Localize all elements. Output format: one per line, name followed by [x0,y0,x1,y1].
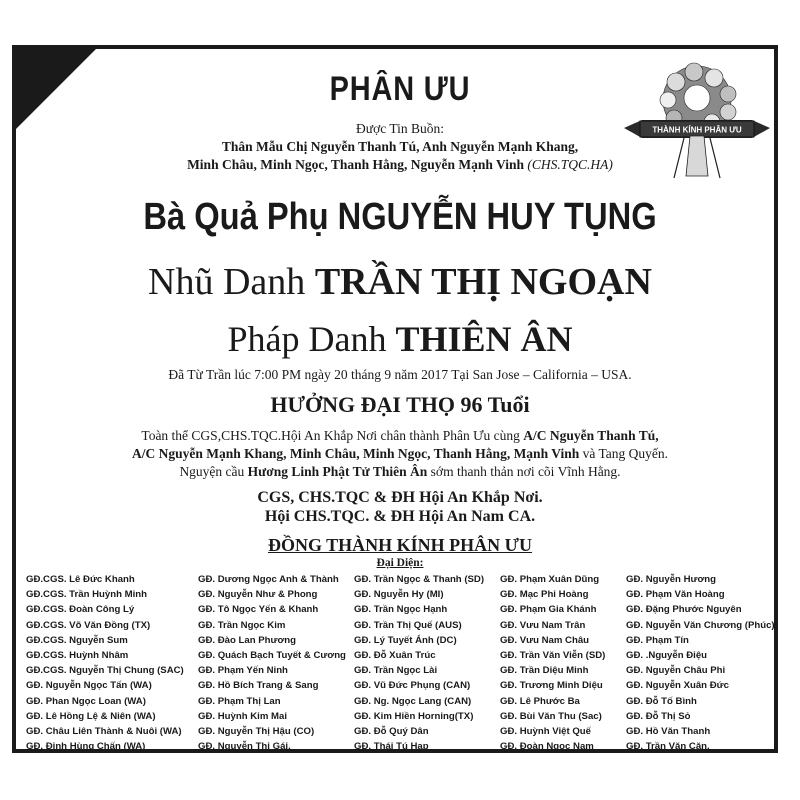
family-line-1: Thân Mẫu Chị Nguyễn Thanh Tú, Anh Nguyễn Mạnh Khang, [221,139,579,154]
family-entry: GĐ. Châu Liên Thành & Nuôi (WA) [26,725,182,737]
family-entry: GĐ.CGS. Đoàn Công Lý [26,604,135,616]
family-entry: GĐ. Phạm Xuân Dũng [500,574,600,585]
message-line-1: Toàn thể CGS,CHS.TQC.Hội An Khắp Nơi chân thành Phân Ưu cùng A/C Nguyễn Thanh Tú, [141,428,659,443]
org-line-2: Hội CHS.TQC. & ĐH Hội An Nam CA. [264,508,536,525]
family-entry: GĐ. Hồ Bích Trang & Sang [198,680,319,692]
family-entry: GĐ. Phan Ngọc Loan (WA) [26,695,146,707]
family-entry: GĐ. Lê Hồng Lệ & Niên (WA) [26,710,156,722]
message-line-3: Nguyện cầu Hương Linh Phật Tử Thiên Ân sớm thanh thản nơi cõi Vĩnh Hằng. [179,464,621,479]
family-entry: GĐ. Nguyễn Ngọc Tấn (WA) [26,680,152,692]
family-column-5 [626,572,775,754]
message-line-2: A/C Nguyễn Mạnh Khang, Minh Châu, Minh Ngọc, Thanh Hằng, Mạnh Vinh và Tang Quyến. [131,446,669,461]
family-entry: GĐ. Huỳnh Việt Quế [500,725,591,737]
family-column-1 [26,572,184,754]
family-entry: GĐ. Đoàn Ngọc Nam [500,741,594,753]
maiden-name-line: Nhũ Danh TRẦN THỊ NGOẠN [148,261,652,303]
family-column-2 [198,572,346,754]
family-entry: GĐ. Ng. Ngọc Lang (CAN) [354,695,472,707]
family-entry: GĐ. Vưu Nam Trân [500,619,586,631]
family-entry: GĐ. Trần Văn Viễn (SD) [500,649,606,661]
wreath-banner-text: THÀNH KÍNH PHÂN ƯU [652,125,742,135]
family-entry: GĐ.CGS. Huỳnh Nhâm [26,649,129,661]
family-entry: GĐ. Đỗ Tố Bình [626,695,697,707]
age-line: HƯỞNG ĐẠI THỌ 96 Tuổi [270,392,530,417]
family-entry: GĐ. Trần Diệu Minh [500,665,589,677]
deceased-name: Bà Quả Phụ NGUYỄN HUY TỤNG [143,196,657,238]
dong-thanh-kinh-heading: ĐỒNG THÀNH KÍNH PHÂN ƯU [267,535,532,555]
family-entry: GĐ. Nguyễn Hy (MI) [354,589,444,601]
family-entry: GĐ. Trần Ngọc & Thanh (SD) [354,574,485,585]
family-entry: GĐ. Nguyễn Văn Chương (Phúc) [626,619,775,631]
family-entry: GĐ. Đào Lan Phương [198,634,296,646]
family-entry: GĐ. Bùi Văn Thu (Sac) [500,710,602,722]
family-entry: GĐ. Nguyễn Xuân Đức [626,680,729,692]
family-entry: GĐ. Hồ Văn Thanh [626,725,711,737]
page-title: PHÂN ƯU [329,70,471,108]
family-entry: GĐ.CGS. Trần Huỳnh Minh [26,589,147,601]
family-line-2: Minh Châu, Minh Ngọc, Thanh Hằng, Nguyễn Mạnh Vinh (CHS.TQC.HA) [187,157,613,172]
family-entry: GĐ. .Nguyễn Điệu [626,649,708,661]
family-entry: GĐ. Thái Tú Hạp [354,741,429,753]
family-entry: GĐ. Trần Ngọc Lài [354,665,438,677]
family-entry: GĐ. Trần Văn Căn. [626,741,710,753]
family-entry: GĐ.CGS. Nguyễn Thị Chung (SAC) [26,665,184,677]
family-entry: GĐ. Đinh Hùng Chấn (WA) [26,741,146,753]
family-entry: GĐ. Mạc Phi Hoàng [500,589,589,601]
death-info: Đã Từ Trần lúc 7:00 PM ngày 20 tháng 9 năm 2017 Tại San Jose – California – USA. [168,367,632,382]
family-entry: GĐ. Phạm Yến Ninh [198,665,288,677]
family-entry: GĐ.CGS. Lê Đức Khanh [26,574,135,585]
family-entry: GĐ. Đỗ Quý Dân [354,725,429,737]
family-entry: GĐ. Phạm Thị Lan [198,695,281,707]
family-entry: GĐ. Đặng Phước Nguyên [626,604,742,616]
family-entry: GĐ. Trần Ngọc Hạnh [354,604,448,616]
dharma-name: THIÊN ÂN [395,319,573,359]
org-line-1: CGS, CHS.TQC & ĐH Hội An Khắp Nơi. [257,489,543,506]
family-entry: GĐ. Nguyễn Thị Gái. [198,741,291,753]
family-entry: GĐ. Trương Minh Diệu [500,680,603,692]
family-entry: GĐ. Phạm Văn Hoàng [626,589,725,601]
family-entry: GĐ. Lê Phước Ba [500,695,580,707]
family-entry: GĐ. Trần Ngọc Kim [198,619,286,631]
family-org: (CHS.TQC.HA) [527,157,613,172]
dai-dien-label: Đại Diện: [376,557,424,569]
family-column-4 [500,572,605,754]
family-entry: GĐ. Dương Ngọc Anh & Thành [198,574,339,585]
family-entry: GĐ.CGS. Võ Văn Đồng (TX) [26,619,151,631]
dharma-name-line: Pháp Danh THIÊN ÂN [227,319,573,359]
family-entry: GĐ. Huỳnh Kim Mai [198,710,288,722]
family-entry: GĐ. Vưu Nam Châu [500,634,590,646]
family-entry: GĐ. Nguyễn Hương [626,574,716,585]
family-entry: GĐ. Nguyễn Châu Phi [626,665,726,677]
family-entry: GĐ. Quách Bạch Tuyết & Cương [198,649,346,661]
family-entry: GĐ. Kim Hiền Horning(TX) [354,710,474,722]
family-entry: GĐ.CGS. Nguyễn Sum [26,634,128,646]
family-entry: GĐ. Trần Thị Quế (AUS) [354,619,462,631]
family-entry: GĐ. Nguyễn Thị Hậu (CO) [198,725,315,737]
maiden-name: TRẦN THỊ NGOẠN [314,261,652,303]
family-entry: GĐ. Lý Tuyết Ánh (DC) [354,634,457,646]
intro-line: Được Tin Buồn: [356,121,444,136]
family-entry: GĐ. Phạm Tín [626,634,689,646]
family-entry: GĐ. Đỗ Thị Sỏ [626,710,691,722]
family-entry: GĐ. Đỗ Xuân Trúc [354,649,436,661]
family-entry: GĐ. Tô Ngọc Yến & Khanh [198,604,319,616]
family-column-3 [354,572,484,754]
family-entry: GĐ. Vũ Đức Phụng (CAN) [354,680,471,692]
family-entry: GĐ. Phạm Gia Khánh [500,604,597,616]
family-entry: GĐ. Nguyễn Như & Phong [198,589,318,601]
